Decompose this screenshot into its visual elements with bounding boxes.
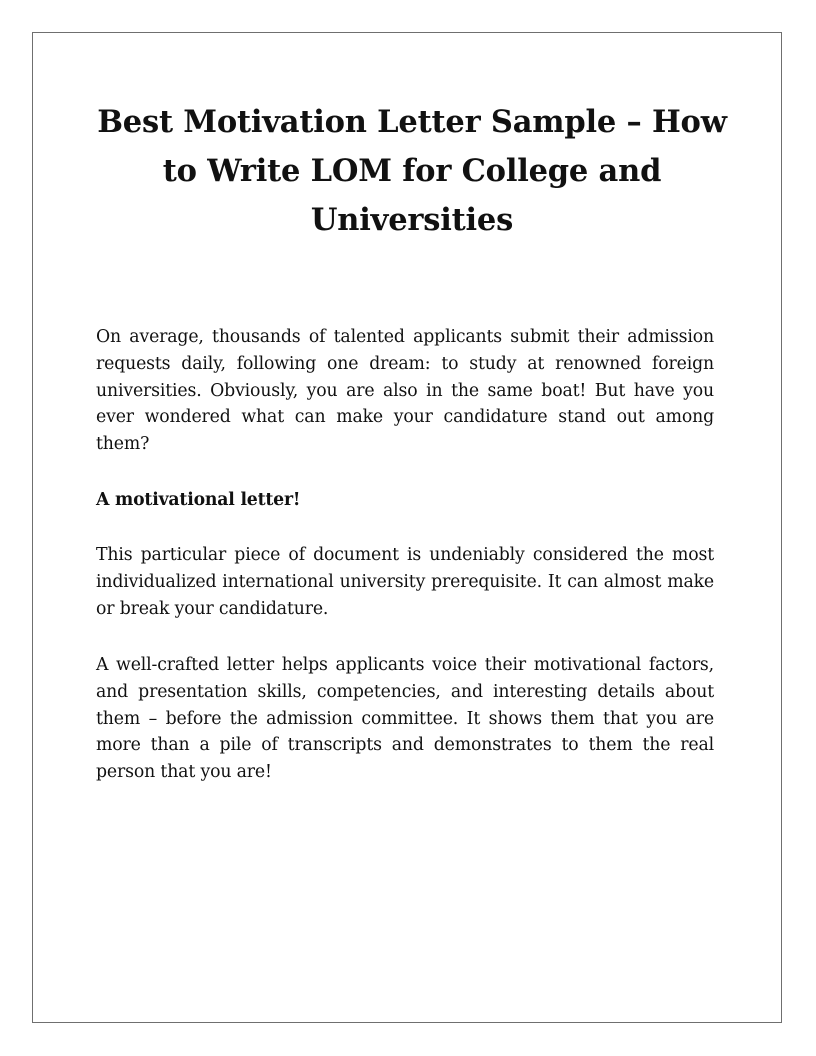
benefits-paragraph: A well-crafted letter helps applicants voice their motivational factors, and presentation skills, competencies, and interesting details about them – before the admission committee. It shows them that you are more than a pile of transcripts and demonstrates to them the real person that you are! bbox=[96, 655, 714, 783]
section-subheading: A motivational letter! bbox=[96, 490, 301, 510]
definition-paragraph: This particular piece of document is undeniably considered the most individualized international university prerequisite. It can almost make or break your candidature. bbox=[96, 545, 714, 619]
document-title: Best Motivation Letter Sample – How to Write LOM for College and Universities bbox=[97, 104, 727, 238]
intro-paragraph: On average, thousands of talented applicants submit their admission requests daily, following one dream: to study at renowned foreign universities. Obviously, you are also in the same boat! But have you ever wondered what can make your candidature stand out among them? bbox=[96, 327, 714, 455]
